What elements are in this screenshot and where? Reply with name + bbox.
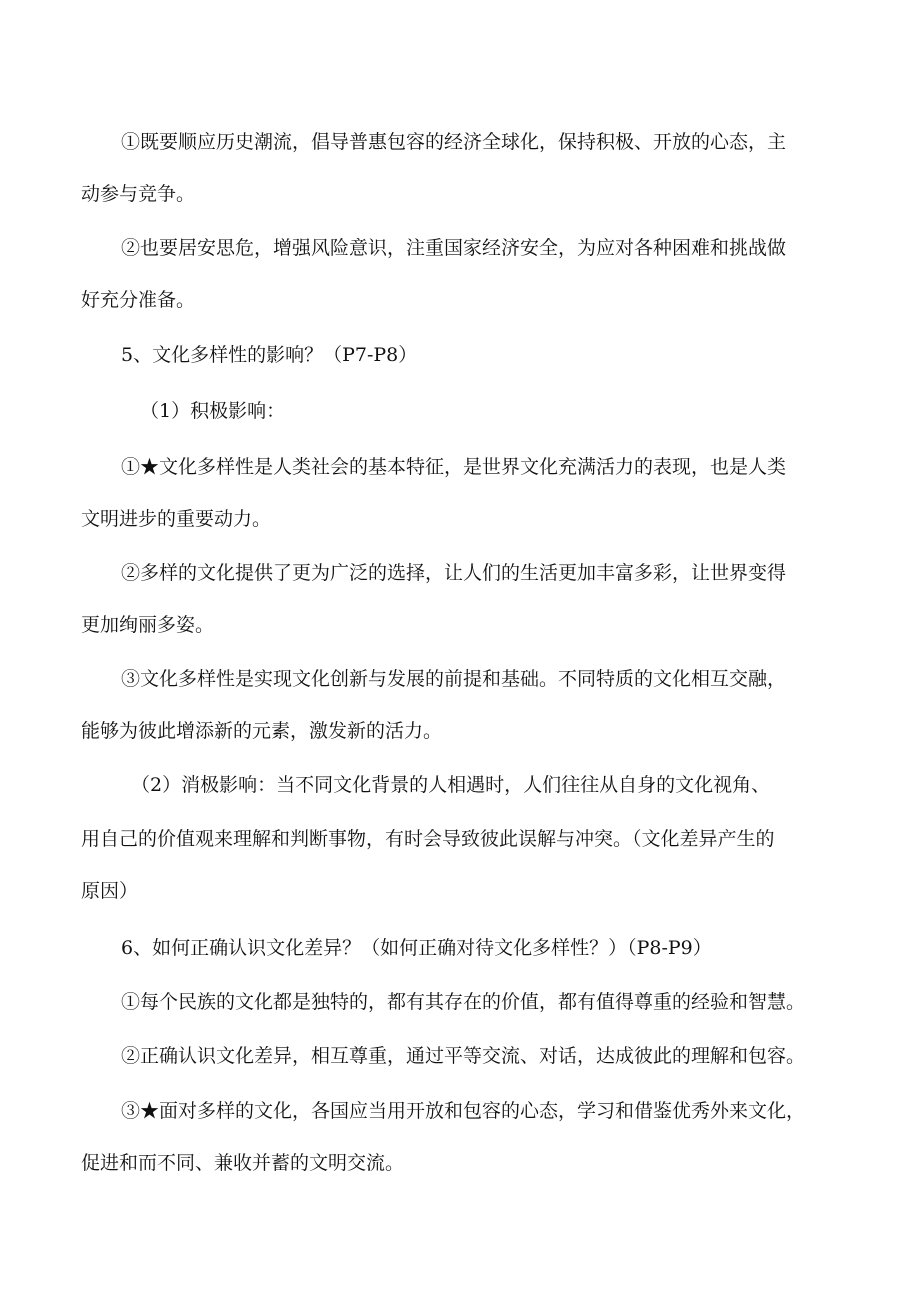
paragraph-line: 文明进步的重要动力。 [81, 508, 272, 530]
section-heading: 6、如何正确认识文化差异？（如何正确对待文化多样性？）（P8-P9） [121, 937, 712, 959]
paragraph-line: 促进和而不同、兼收并蓄的文明交流。 [81, 1152, 405, 1174]
subsection-heading: （1）积极影响： [140, 400, 286, 422]
paragraph-line: 用自己的价值观来理解和判断事物，有时会导致彼此误解与冲突。（文化差异产生的 [81, 828, 775, 850]
paragraph-line: ②正确认识文化差异，相互尊重，通过平等交流、对话，达成彼此的理解和包容。 [121, 1045, 806, 1067]
paragraph-line: 动参与竞争。 [81, 183, 196, 205]
section-heading: 5、文化多样性的影响？（P7-P8） [121, 344, 418, 366]
paragraph-line: ①★文化多样性是人类社会的基本特征，是世界文化充满活力的表现，也是人类 [121, 456, 787, 478]
paragraph-line: （2）消极影响：当不同文化背景的人相遇时，人们往往从自身的文化视角、 [131, 774, 771, 796]
paragraph-line: 原因） [81, 880, 139, 902]
paragraph-line: ②多样的文化提供了更为广泛的选择，让人们的生活更加丰富多彩，让世界变得 [121, 562, 787, 584]
paragraph-line: ①每个民族的文化都是独特的，都有其存在的价值，都有值得尊重的经验和智慧。 [121, 991, 806, 1013]
paragraph-line: 好充分准备。 [81, 289, 196, 311]
paragraph-line: ③★面对多样的文化，各国应当用开放和包容的心态，学习和借鉴优秀外来文化， [121, 1100, 806, 1122]
paragraph-line: ①既要顺应历史潮流，倡导普惠包容的经济全球化，保持积极、开放的心态，主 [121, 131, 787, 153]
paragraph-line: ③文化多样性是实现文化创新与发展的前提和基础。不同特质的文化相互交融， [121, 668, 787, 690]
paragraph-line: ②也要居安思危，增强风险意识，注重国家经济安全，为应对各种困难和挑战做 [121, 237, 787, 259]
paragraph-line: 能够为彼此增添新的元素，激发新的活力。 [81, 720, 443, 742]
paragraph-line: 更加绚丽多姿。 [81, 614, 215, 636]
